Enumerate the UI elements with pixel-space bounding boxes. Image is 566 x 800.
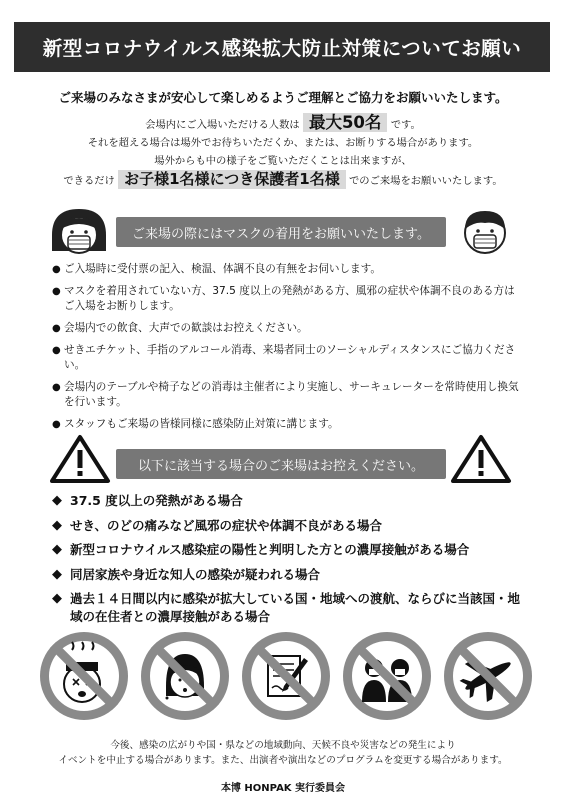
capacity-info xyxy=(0,113,566,190)
list-item: ● スタッフもご来場の皆様同様に感染防止対策に講じます。 xyxy=(52,417,522,432)
page-title: 新型コロナウイルス感染拡大防止対策についてお願い xyxy=(14,22,550,72)
list-item: ● せきエチケット、手指のアルコール消毒、来場者同士のソーシャルディスタンスにご協力ください。 xyxy=(52,343,522,373)
mask-face-icon xyxy=(450,205,520,257)
list-item: ◆ 37.5 度以上の発熱がある場合 xyxy=(52,492,532,510)
organizer: 本博 HONPAK 実行委員会 xyxy=(220,783,346,794)
conditions-list xyxy=(52,492,532,632)
capacity-line-2: それを超える場合は場外でお待ちいただくか、または、お断りする場合があります。 xyxy=(87,137,479,149)
people-masks-icon xyxy=(343,632,431,720)
capacity-line-3: 場外からも中の様子をご覧いただくことは出来ますが、 xyxy=(154,155,412,167)
capacity-line-4: できるだけ お子様1名様につき保護者1名様 でのご来場をお願いいたします。 xyxy=(63,170,503,188)
intro-text: ご来場のみなさまが安心して楽しめるようご理解とご協力をお願いいたします。 xyxy=(58,90,508,105)
list-item: ◆ 新型コロナウイルス感染症の陽性と判明した方との濃厚接触がある場合 xyxy=(52,541,532,559)
prohibition-icons xyxy=(36,628,536,724)
list-item: ● 会場内のテーブルや椅子などの消毒は主催者により実施し、サーキュレーターを常時使用し換気を行います。 xyxy=(52,380,522,410)
warning-icon xyxy=(48,433,112,485)
guardian-highlight: お子様1名様につき保護者1名様 xyxy=(118,170,346,189)
fever-face-icon xyxy=(40,632,128,720)
footer-notice: 今後、感染の広がりや国・県などの地域動向、天候不良や災害などの発生により イベントを中止する場合があります。また、出演者や演出などのプログラムを変更する場合があります。 xyxy=(58,740,508,766)
list-item: ● マスクを着用されていない方、37.5 度以上の発熱がある方、風邪の症状や体調不良のある方はご入場をお断りします。 xyxy=(52,284,522,314)
capacity-line-1: 会場内にご入場いただける人数は 最大50名 です。 xyxy=(145,113,421,132)
list-item: ◆ 同居家族や身近な知人の感染が疑われる場合 xyxy=(52,566,532,584)
mask-face-icon xyxy=(44,205,114,257)
coughing-face-icon xyxy=(141,632,229,720)
list-item: ● ご入場時に受付票の記入、検温、体調不良の有無をお伺いします。 xyxy=(52,262,522,277)
list-item: ◆ 過去１４日間以内に感染が拡大している国・地域への渡航、ならびに当該国・地域の在住者との濃厚接触がある場合 xyxy=(52,590,532,625)
document-sign-icon xyxy=(242,632,330,720)
refrain-banner: 以下に該当する場合のご来場はお控えください。 xyxy=(116,449,446,479)
warning-icon xyxy=(449,433,513,485)
rules-list xyxy=(52,262,522,439)
mask-banner: ご来場の際にはマスクの着用をお願いいたします。 xyxy=(116,217,446,247)
airplane-icon xyxy=(444,632,532,720)
capacity-highlight: 最大50名 xyxy=(303,113,387,132)
list-item: ● 会場内での飲食、大声での歓談はお控えください。 xyxy=(52,321,522,336)
list-item: ◆ せき、のどの痛みなど風邪の症状や体調不良がある場合 xyxy=(52,517,532,535)
